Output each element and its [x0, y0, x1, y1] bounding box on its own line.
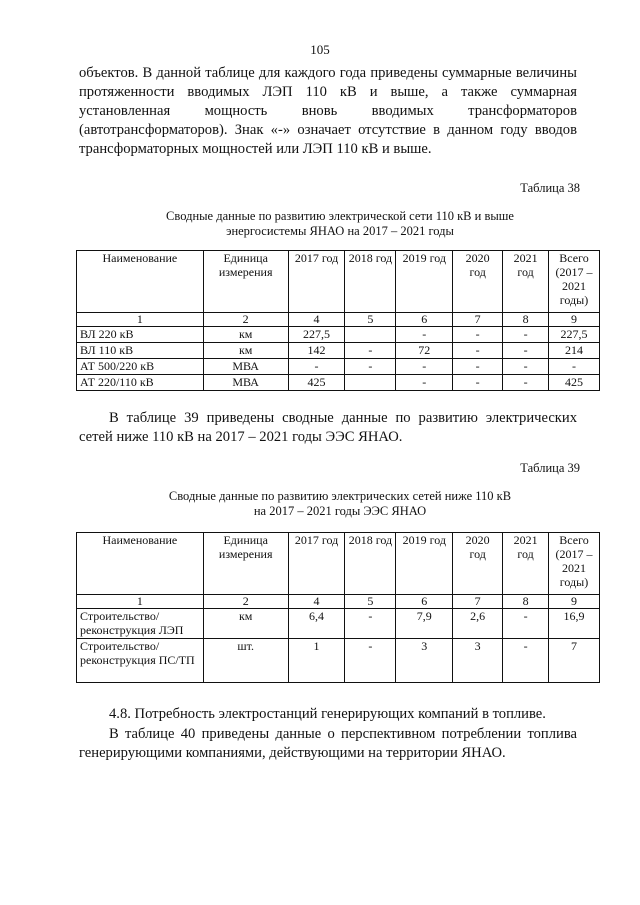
table-cell: - — [503, 327, 549, 343]
table39-header-cell: 2021 год — [503, 533, 549, 595]
table38-colnum: 1 — [77, 313, 204, 327]
table38-header-cell: 2019 год — [396, 251, 453, 313]
table-cell: МВА — [203, 375, 288, 391]
table38-header-cell: 2017 год — [288, 251, 345, 313]
table-cell: 227,5 — [549, 327, 600, 343]
table38-colnum: 4 — [288, 313, 345, 327]
table39-header-cell: 2020 год — [453, 533, 503, 595]
table38-header-cell: 2021 год — [503, 251, 549, 313]
table-cell: км — [203, 327, 288, 343]
table38-header-row — [77, 251, 600, 313]
table-cell: км — [203, 343, 288, 359]
page-number: 105 — [310, 42, 330, 57]
table-cell: - — [396, 327, 453, 343]
table39-header-row — [77, 533, 600, 595]
table38-header-cell: Наименование — [77, 251, 204, 313]
table39-header-cell: Всего (2017 – 2021 годы) — [549, 533, 600, 595]
table38-colnum: 8 — [503, 313, 549, 327]
table38-colnum: 7 — [453, 313, 503, 327]
table-cell: 3 — [453, 639, 503, 683]
closing-paragraph: В таблице 40 приведены данные о перспективном потреблении топлива генерирующими компаниями, действующими на территории ЯНАО. — [79, 726, 577, 761]
table38-label: Таблица 38 — [520, 181, 580, 195]
table-cell: 7,9 — [396, 609, 453, 639]
table-row — [77, 359, 600, 375]
table-cell: - — [345, 359, 396, 375]
table-cell — [345, 375, 396, 391]
table-cell: 7 — [549, 639, 600, 683]
table39-header-cell: Единица измерения — [203, 533, 288, 595]
table38-title-line2: энергосистемы ЯНАО на 2017 – 2021 годы — [226, 224, 454, 238]
table-cell: - — [503, 609, 549, 639]
table39-colnum: 2 — [203, 595, 288, 609]
table-cell: - — [453, 359, 503, 375]
table-cell: 425 — [288, 375, 345, 391]
table39-title — [60, 489, 620, 519]
table-cell: - — [503, 375, 549, 391]
table38-colnum-row — [77, 313, 600, 327]
table39-title-line1: Сводные данные по развитию электрических сетей ниже 110 кВ — [168, 489, 512, 503]
table-cell: - — [549, 359, 600, 375]
table-cell: - — [288, 359, 345, 375]
table-row — [77, 609, 600, 639]
table39-header-cell: Наименование — [77, 533, 204, 595]
table-cell: - — [453, 375, 503, 391]
table-cell: - — [503, 343, 549, 359]
table39-label: Таблица 39 — [520, 461, 580, 475]
table38-header-cell: Всего (2017 – 2021 годы) — [549, 251, 600, 313]
table-cell: - — [396, 375, 453, 391]
table-row — [77, 639, 600, 683]
table39-title-line2: на 2017 – 2021 годы ЭЭС ЯНАО — [253, 504, 427, 518]
table38-header-cell: 2020 год — [453, 251, 503, 313]
table-cell: ВЛ 110 кВ — [77, 343, 204, 359]
table-cell: АТ 500/220 кВ — [77, 359, 204, 375]
table-cell: - — [453, 343, 503, 359]
table38-colnum: 2 — [203, 313, 288, 327]
table39-header-cell: 2018 год — [345, 533, 396, 595]
table38-colnum: 5 — [345, 313, 396, 327]
table39-colnum-row — [77, 595, 600, 609]
table-cell: Строительство/ реконструкция ПС/ТП — [77, 639, 204, 683]
table38 — [76, 250, 600, 391]
table38-header-cell: Единица измерения — [203, 251, 288, 313]
table39-header-cell: 2017 год — [288, 533, 345, 595]
table-cell: 16,9 — [549, 609, 600, 639]
table-cell: МВА — [203, 359, 288, 375]
table-cell: АТ 220/110 кВ — [77, 375, 204, 391]
table-cell: 142 — [288, 343, 345, 359]
section-heading: 4.8. Потребность электростанций генерирующих компаний в топливе. — [109, 706, 546, 722]
table-cell: - — [345, 639, 396, 683]
table-cell: шт. — [203, 639, 288, 683]
table-cell: - — [453, 327, 503, 343]
table-cell: 227,5 — [288, 327, 345, 343]
table38-title-line1: Сводные данные по развитию электрической сети 110 кВ и выше — [166, 209, 514, 223]
table-row — [77, 375, 600, 391]
table38-colnum: 6 — [396, 313, 453, 327]
table39-colnum: 4 — [288, 595, 345, 609]
table39-colnum: 5 — [345, 595, 396, 609]
table-cell: - — [503, 359, 549, 375]
table-cell: 72 — [396, 343, 453, 359]
table38-colnum: 9 — [549, 313, 600, 327]
table-cell — [345, 327, 396, 343]
table-cell: - — [503, 639, 549, 683]
table-cell: ВЛ 220 кВ — [77, 327, 204, 343]
table39-header-cell: 2019 год — [396, 533, 453, 595]
table-cell: 2,6 — [453, 609, 503, 639]
table-cell: 425 — [549, 375, 600, 391]
table39-colnum: 9 — [549, 595, 600, 609]
table-cell: - — [396, 359, 453, 375]
table39-colnum: 1 — [77, 595, 204, 609]
table39-colnum: 6 — [396, 595, 453, 609]
table-cell: 6,4 — [288, 609, 345, 639]
table-cell: км — [203, 609, 288, 639]
table-cell: 214 — [549, 343, 600, 359]
table39 — [76, 532, 600, 683]
table-cell: Строительство/ реконструкция ЛЭП — [77, 609, 204, 639]
table39-colnum: 8 — [503, 595, 549, 609]
table39-intro-paragraph: В таблице 39 приведены сводные данные по развитию электрических сетей ниже 110 кВ на 2017 – 2021 годы ЭЭС ЯНАО. — [79, 410, 577, 445]
intro-paragraph: объектов. В данной таблице для каждого года приведены суммарные величины протяженности вводимых ЛЭП 110 кВ и выше, а также суммарная установленная мощность вновь вводимых трансформаторов (автотрансформаторов). Знак «-» означает отсутствие в данном году вводов трансформаторных мощностей или ЛЭП 110 кВ и выше. — [79, 65, 577, 157]
table39-colnum: 7 — [453, 595, 503, 609]
table-cell: 3 — [396, 639, 453, 683]
table-row — [77, 327, 600, 343]
table-cell: - — [345, 609, 396, 639]
table-cell: 1 — [288, 639, 345, 683]
table-row — [77, 343, 600, 359]
table38-header-cell: 2018 год — [345, 251, 396, 313]
table-cell: - — [345, 343, 396, 359]
table38-title — [60, 209, 620, 239]
